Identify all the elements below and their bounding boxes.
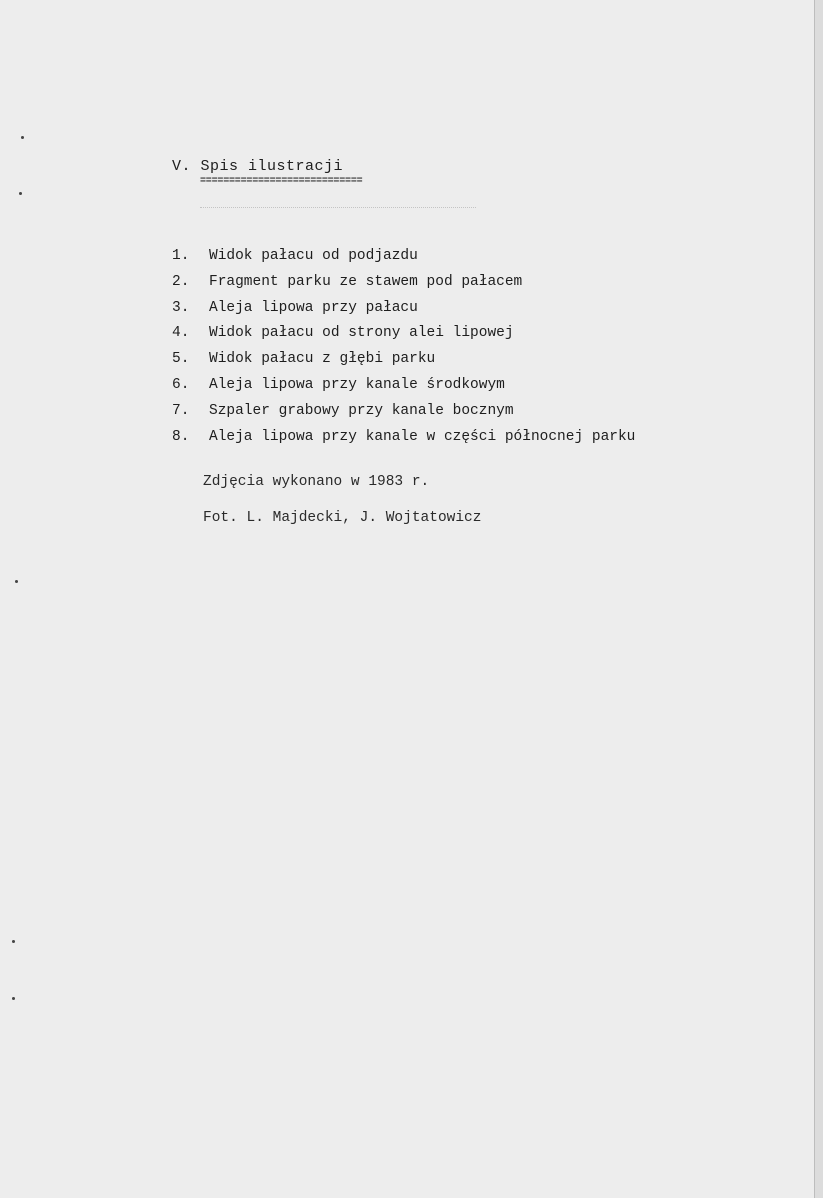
- item-number: 8.: [172, 428, 190, 445]
- photo-date-note: Zdjęcia wykonano w 1983 r.: [203, 474, 430, 490]
- heading-underline: ============================: [200, 176, 363, 187]
- section-heading: V. Spis ilustracji: [172, 158, 344, 175]
- item-number: 6.: [172, 376, 190, 393]
- item-text: Aleja lipowa przy kanale w części północnej parku: [209, 428, 636, 445]
- dotted-rule: [200, 207, 476, 208]
- list-item: [172, 323, 635, 349]
- item-number: 1.: [172, 248, 190, 264]
- illustration-list: [172, 246, 635, 452]
- item-text: Fragment parku ze stawem pod pałacem: [209, 273, 523, 290]
- margin-speck: [12, 997, 15, 1000]
- item-text: Aleja lipowa przy pałacu: [209, 299, 418, 316]
- item-text: Widok pałacu od podjazdu: [209, 248, 418, 264]
- item-number: 3.: [172, 299, 190, 316]
- list-item: [172, 375, 635, 401]
- page-edge: [814, 0, 823, 1198]
- item-text: Szpaler grabowy przy kanale bocznym: [209, 402, 514, 419]
- list-item: [172, 401, 635, 427]
- item-number: 2.: [172, 273, 190, 290]
- item-text: Widok pałacu z głębi parku: [209, 351, 436, 368]
- item-text: Aleja lipowa przy kanale środkowym: [209, 376, 505, 393]
- margin-speck: [12, 940, 15, 943]
- photo-credits: Fot. L. Majdecki, J. Wojtatowicz: [203, 510, 482, 526]
- list-item: [172, 349, 635, 375]
- list-item: [172, 427, 635, 453]
- list-item: [172, 298, 635, 324]
- list-item: [172, 246, 635, 272]
- margin-speck: [21, 136, 24, 139]
- item-number: 7.: [172, 402, 190, 419]
- list-item: [172, 272, 635, 298]
- margin-speck: [15, 580, 18, 583]
- item-text: Widok pałacu od strony alei lipowej: [209, 325, 514, 342]
- item-number: 5.: [172, 351, 190, 368]
- item-number: 4.: [172, 325, 190, 342]
- margin-speck: [19, 192, 22, 195]
